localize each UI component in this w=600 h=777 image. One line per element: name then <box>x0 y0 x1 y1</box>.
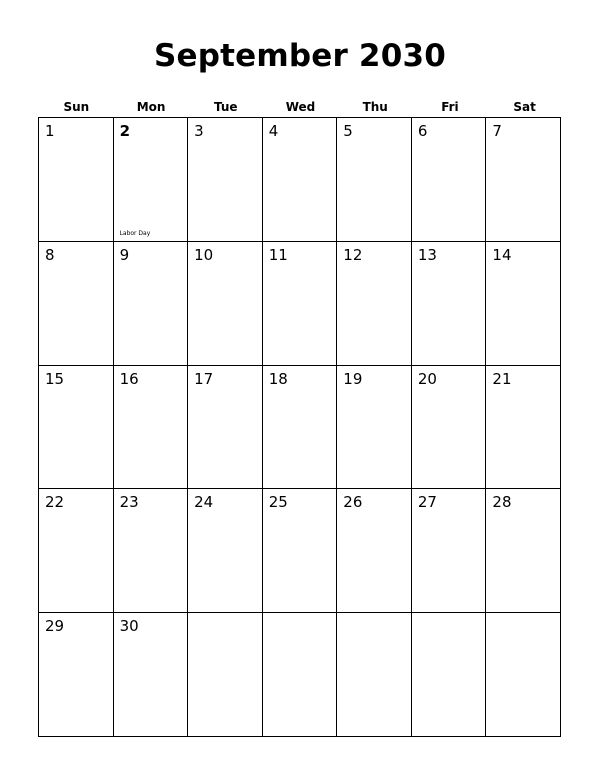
day-cell[interactable] <box>263 242 338 366</box>
day-cell[interactable] <box>337 489 412 613</box>
day-cell[interactable] <box>412 118 487 242</box>
day-cell[interactable] <box>188 489 263 613</box>
day-number: 26 <box>343 493 363 512</box>
day-number: 1 <box>45 122 55 140</box>
day-number: 22 <box>45 493 65 512</box>
day-cell[interactable] <box>263 613 338 737</box>
day-cell[interactable] <box>114 242 189 366</box>
day-cell[interactable] <box>263 489 338 613</box>
day-number: 9 <box>119 245 130 264</box>
day-number: 5 <box>343 122 353 140</box>
day-number: 10 <box>194 245 214 264</box>
day-number: 12 <box>343 245 363 264</box>
day-cell[interactable] <box>39 489 114 613</box>
day-number: 8 <box>45 245 55 264</box>
day-cell[interactable] <box>486 489 561 613</box>
day-number: 25 <box>268 493 288 512</box>
day-number: 20 <box>417 369 437 388</box>
day-cell[interactable] <box>337 242 412 366</box>
day-cell[interactable] <box>39 242 114 366</box>
day-number: 14 <box>492 245 512 264</box>
weekday-sun: Sun <box>63 100 90 114</box>
day-cell[interactable] <box>39 366 114 490</box>
day-cell[interactable] <box>114 613 189 737</box>
weekday-fri: Fri <box>441 100 459 114</box>
day-number: 21 <box>492 369 512 388</box>
day-cell[interactable] <box>188 242 263 366</box>
day-cell[interactable] <box>263 366 338 490</box>
day-number: 15 <box>45 369 65 388</box>
weekday-sat: Sat <box>513 100 536 114</box>
weekday-thu: Thu <box>362 100 388 114</box>
day-number: 6 <box>417 122 428 140</box>
day-number: 29 <box>45 617 65 636</box>
day-number: 7 <box>492 122 502 140</box>
day-cell[interactable] <box>114 366 189 490</box>
day-cell[interactable] <box>486 613 561 737</box>
day-number: 3 <box>194 122 204 140</box>
day-cell[interactable] <box>188 118 263 242</box>
day-cell[interactable] <box>263 118 338 242</box>
page-title: September 2030 <box>153 38 447 74</box>
day-number: 30 <box>119 617 139 636</box>
day-number: 24 <box>194 493 214 512</box>
day-cell[interactable] <box>486 366 561 490</box>
day-cell[interactable] <box>412 613 487 737</box>
day-number: 23 <box>119 493 139 512</box>
day-cell[interactable] <box>114 118 189 242</box>
day-number: 28 <box>492 493 512 512</box>
day-number: 19 <box>343 369 363 388</box>
day-number: 2 <box>119 122 130 140</box>
holiday-label: Labor Day <box>119 229 151 237</box>
day-number: 27 <box>417 493 437 512</box>
day-number: 4 <box>268 122 279 140</box>
calendar-grid <box>38 117 561 737</box>
day-cell[interactable] <box>486 118 561 242</box>
day-cell[interactable] <box>337 366 412 490</box>
day-cell[interactable] <box>39 613 114 737</box>
weekday-tue: Tue <box>214 100 238 114</box>
day-number: 11 <box>268 245 288 264</box>
day-number: 17 <box>194 369 214 388</box>
day-cell[interactable] <box>412 366 487 490</box>
day-cell[interactable] <box>188 366 263 490</box>
day-cell[interactable] <box>486 242 561 366</box>
day-cell[interactable] <box>39 118 114 242</box>
day-cell[interactable] <box>188 613 263 737</box>
day-number: 16 <box>119 369 139 388</box>
day-cell[interactable] <box>412 242 487 366</box>
day-cell[interactable] <box>337 613 412 737</box>
day-number: 18 <box>268 369 288 388</box>
day-cell[interactable] <box>412 489 487 613</box>
weekday-mon: Mon <box>136 100 166 114</box>
weekday-wed: Wed <box>285 100 316 114</box>
day-number: 13 <box>417 245 437 264</box>
day-cell[interactable] <box>337 118 412 242</box>
weekday-header-row <box>39 98 562 116</box>
day-cell[interactable] <box>114 489 189 613</box>
